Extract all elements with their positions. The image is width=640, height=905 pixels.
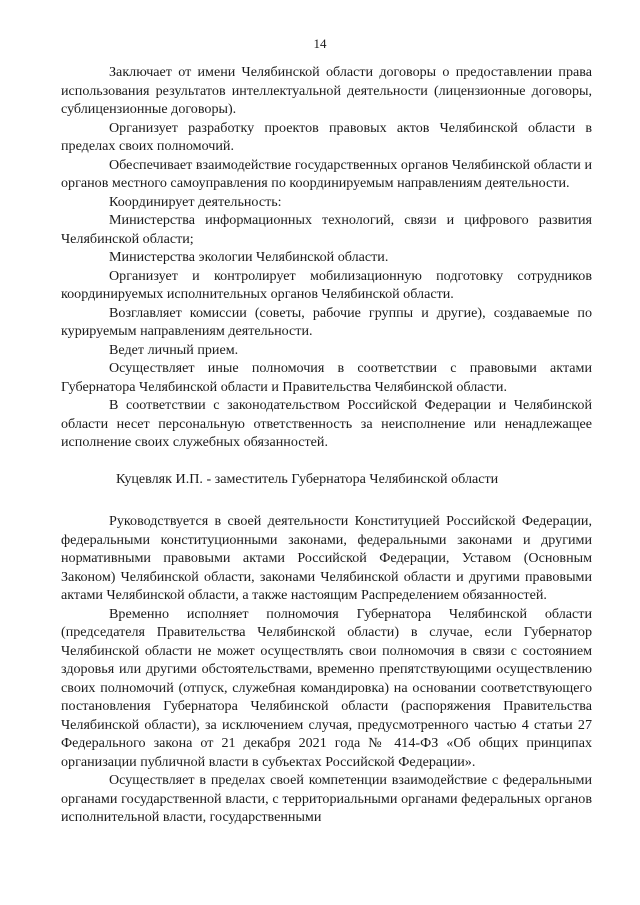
paragraph: Временно исполняет полномочия Губернатора Челябинской области (председателя Правительства Челябинской области) в случае, если Губернатор Челябинской области не может осуществлять свои полномочия в связи с состоянием здоровья или другими обстоятельствами, временно препятствующими осуществлению своих полномочий (отпуск, служебная командировка) на основании соответствующего постановления Губернатора Челябинской области (распоряжения Правительства Челябинской области), за исключением случая, предусмотренного частью 4 статьи 27 Федерального закона от 21 декабря 2021 года № 414-ФЗ «Об общих принципах организации публичной власти в субъектах Российской Федерации». xyxy=(61,605,592,770)
page-number: 14 xyxy=(313,36,327,51)
paragraph: Осуществляет иные полномочия в соответствии с правовыми актами Губернатора Челябинской области и Правительства Челябинской области. xyxy=(61,360,592,395)
paragraph: Организует и контролирует мобилизационную подготовку сотрудников координируемых исполнительных органов Челябинской области. xyxy=(61,267,592,302)
paragraph: Ведет личный прием. xyxy=(109,341,239,358)
paragraph: Осуществляет в пределах своей компетенции взаимодействие с федеральными органами государственной власти, с территориальными органами федеральных органов исполнительной власти, государственными xyxy=(61,772,592,825)
paragraph: В соответствии с законодательством Российской Федерации и Челябинской области несет персональную ответственность за неисполнение или ненадлежащее исполнение своих служебных обязанностей. xyxy=(61,397,592,450)
paragraph: Организует разработку проектов правовых актов Челябинской области в пределах своих полномочий. xyxy=(61,119,592,154)
paragraph: Возглавляет комиссии (советы, рабочие группы и другие), создаваемые по курируемым направлениям деятельности. xyxy=(61,304,592,339)
paragraph: Координирует деятельность: xyxy=(109,193,282,210)
paragraph: Обеспечивает взаимодействие государственных органов Челябинской области и органов местного самоуправления по координируемым направлениям деятельности. xyxy=(61,156,592,191)
section-heading: Куцевляк И.П. - заместитель Губернатора Челябинской области xyxy=(116,470,499,487)
paragraph: Министерства информационных технологий, связи и цифрового развития Челябинской области; xyxy=(61,212,592,247)
paragraph: Заключает от имени Челябинской области договоры о предоставлении права использования результатов интеллектуальной деятельности (лицензионные договоры, сублицензионные договоры). xyxy=(61,64,592,117)
paragraph: Министерства экологии Челябинской области. xyxy=(109,249,389,265)
paragraph: Руководствуется в своей деятельности Конституцией Российской Федерации, федеральными конституционными законами, федеральными законами и другими нормативными правовыми актами Российской Федерации, Уставом (Основным Законом) Челябинской области, законами Челябинской области и другими правовыми актами Челябинской области, а также настоящим Распределением обязанностей. xyxy=(61,513,592,603)
document-body xyxy=(61,63,592,827)
